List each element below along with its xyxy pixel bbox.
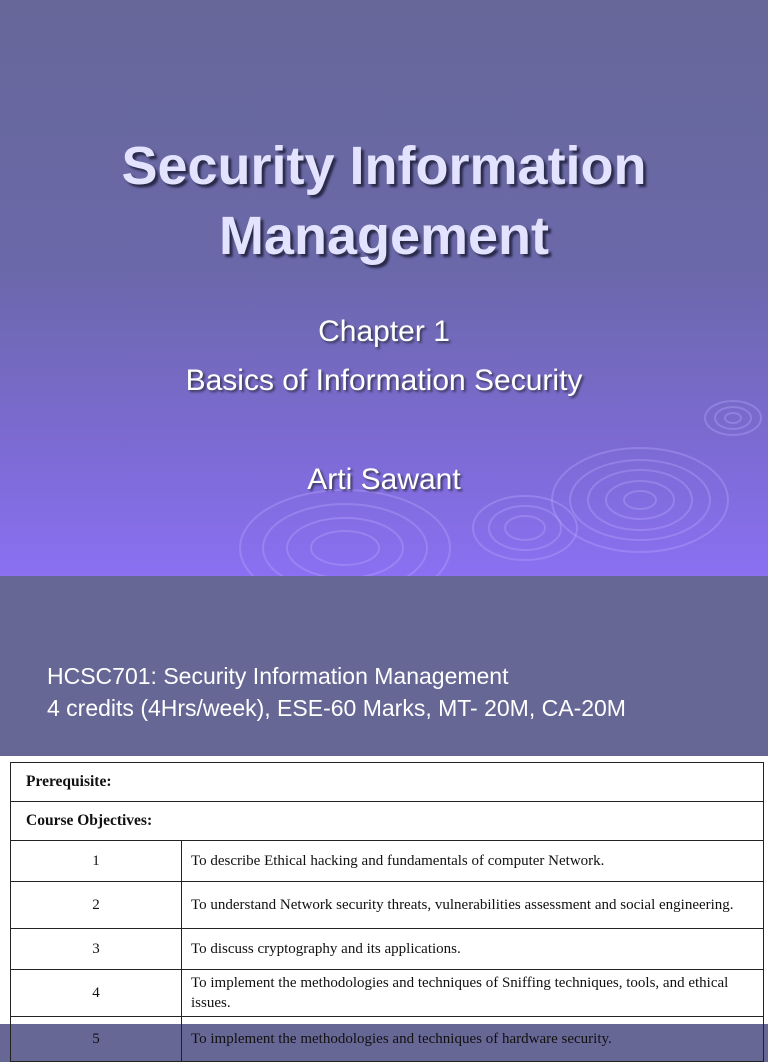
prerequisite-heading: Prerequisite: xyxy=(11,763,764,802)
chapter-label: Chapter 1 xyxy=(318,315,450,348)
objective-number: 2 xyxy=(11,882,182,929)
table-row-prerequisite xyxy=(11,763,764,802)
slide-title-line1: Security Information xyxy=(121,136,647,196)
objective-text: To understand Network security threats, vulnerabilities assessment and social engineering. xyxy=(182,882,764,929)
course-info-slide xyxy=(0,576,768,756)
slide-title-line2: Management xyxy=(218,206,550,266)
table-row xyxy=(11,1017,764,1062)
objective-text: To implement the methodologies and techniques of hardware security. xyxy=(182,1017,764,1062)
objective-text: To implement the methodologies and techniques of Sniffing techniques, tools, and ethical issues. xyxy=(182,970,764,1017)
course-code-title: HCSC701: Security Information Management xyxy=(47,663,509,689)
course-credits: 4 credits (4Hrs/week), ESE-60 Marks, MT- 20M, CA-20M xyxy=(47,695,626,721)
table-row-objectives-header xyxy=(11,802,764,841)
objective-number: 4 xyxy=(11,970,182,1017)
objectives-heading: Course Objectives: xyxy=(11,802,764,841)
objective-text: To describe Ethical hacking and fundamentals of computer Network. xyxy=(182,841,764,882)
objective-number: 3 xyxy=(11,929,182,970)
table-row xyxy=(11,970,764,1017)
table-row xyxy=(11,841,764,882)
course-objectives-page xyxy=(0,756,768,1047)
table-row xyxy=(11,929,764,970)
objectives-table xyxy=(10,762,764,1062)
chapter-subtitle: Basics of Information Security xyxy=(185,364,583,397)
objective-number: 1 xyxy=(11,841,182,882)
author-name: Arti Sawant xyxy=(307,463,461,496)
objective-text: To discuss cryptography and its applications. xyxy=(182,929,764,970)
objective-number: 5 xyxy=(11,1017,182,1062)
table-row xyxy=(11,882,764,929)
